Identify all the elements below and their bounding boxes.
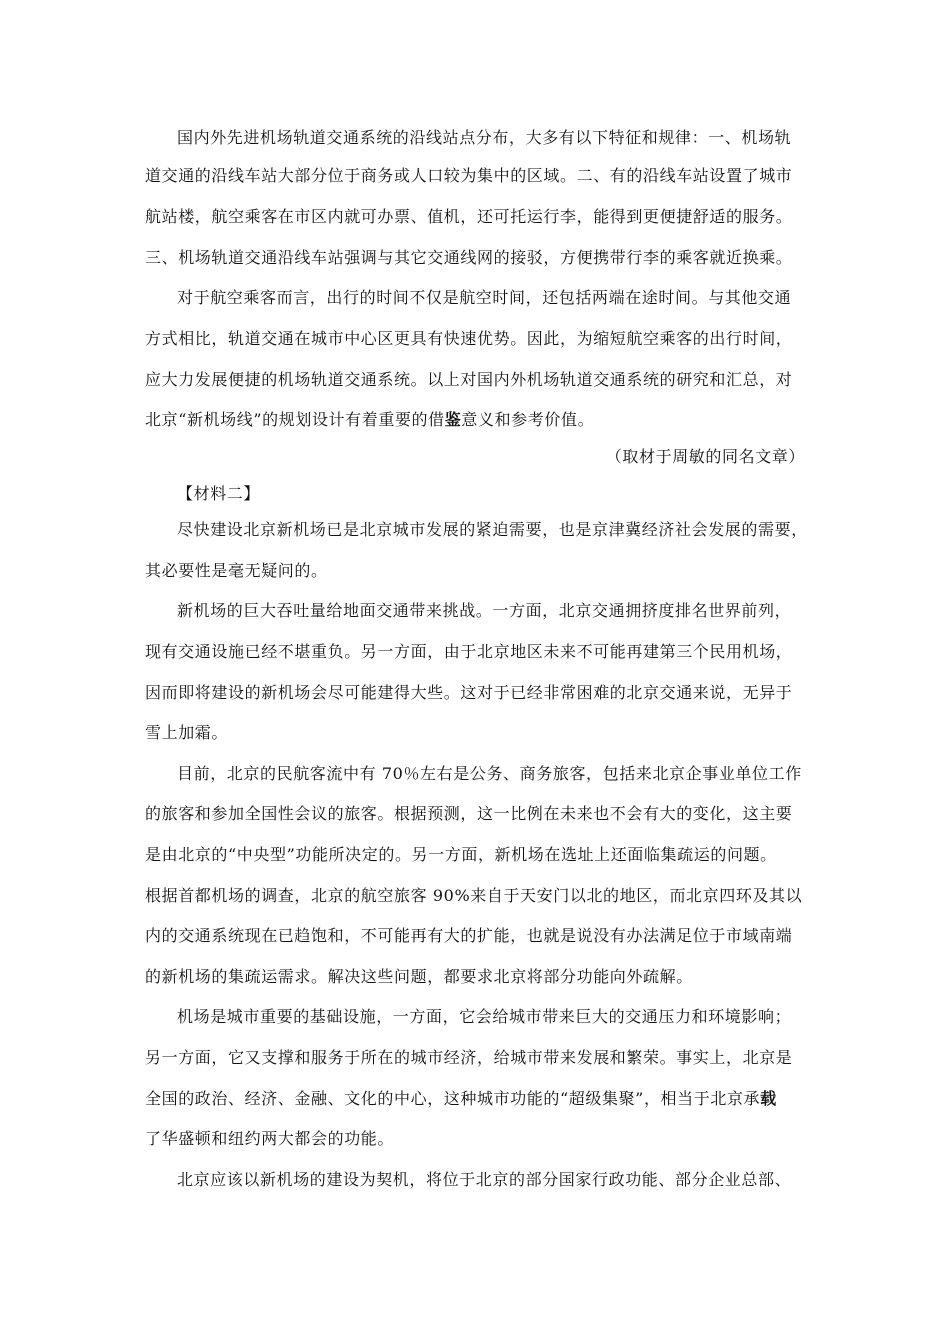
bold-char: 载 bbox=[760, 1089, 777, 1108]
paragraph-line: 是由北京的“中央型”功能所决定的。另一方面，新机场在选址上还面临集疏运的问题。 bbox=[145, 845, 777, 864]
paragraph-line: 现有交通设施已经不堪重负。另一方面，由于北京地区未来不可能再建第三个民用机场， bbox=[145, 642, 793, 661]
paragraph-line: 北京应该以新机场的建设为契机，将位于北京的部分国家行政功能、部分企业总部、 bbox=[177, 1170, 792, 1189]
paragraph-line: 了华盛顿和纽约两大都会的功能。 bbox=[145, 1129, 395, 1148]
paragraph-line bbox=[145, 1085, 805, 1113]
paragraph-line: 三、机场轨道交通沿线车站强调与其它交通线网的接驳，方便携带行李的乘客就近换乘。 bbox=[145, 248, 793, 267]
paragraph-line: 新机场的巨大吞吐量给地面交通带来挑战。一方面，北京交通拥挤度排名世界前列， bbox=[177, 601, 792, 620]
paragraph-line: 对于航空乘客而言，出行的时间不仅是航空时间，还包括两端在途时间。与其他交通 bbox=[177, 288, 792, 307]
paragraph-line: 根据首都机场的调查，北京的航空旅客 90%来自于天安门以北的地区，而北京四环及其以 bbox=[145, 886, 803, 905]
paragraph-line: 因而即将建设的新机场会尽可能建得大些。这对于已经非常困难的北京交通来说，无异于 bbox=[145, 683, 793, 702]
paragraph-line: 其必要性是毫无疑问的。 bbox=[145, 561, 328, 580]
text-run: 全国的政治、经济、金融、文化的中心，这种城市功能的“超级集聚”，相当于北京承 bbox=[145, 1089, 761, 1108]
paragraph-line: 另一方面，它又支撑和服务于所在的城市经济，给城市带来发展和繁荣。事实上，北京是 bbox=[145, 1048, 793, 1067]
source-citation: （取材于周敏的同名文章） bbox=[605, 447, 805, 466]
paragraph-line: 内的交通系统现在已趋饱和，不可能再有大的扩能，也就是说没有办法满足位于市域南端 bbox=[145, 926, 793, 945]
bold-char: 鉴 bbox=[444, 410, 462, 429]
paragraph-line: 航站楼，航空乘客在市区内就可办票、值机，还可托运行李，能得到更便捷舒适的服务。 bbox=[145, 207, 793, 226]
paragraph-line bbox=[145, 406, 805, 434]
paragraph-line: 应大力发展便捷的机场轨道交通系统。以上对国内外机场轨道交通系统的研究和汇总，对 bbox=[145, 370, 793, 389]
paragraph-line: 国内外先进机场轨道交通系统的沿线站点分布，大多有以下特征和规律：一、机场轨 bbox=[177, 128, 792, 147]
paragraph-line: 方式相比，轨道交通在城市中心区更具有快速优势。因此，为缩短航空乘客的出行时间， bbox=[145, 329, 793, 348]
text-run: 意义和参考价值。 bbox=[461, 410, 595, 429]
paragraph-line: 目前，北京的民航客流中有 70％左右是公务、商务旅客，包括来北京企事业单位工作 bbox=[177, 764, 802, 783]
paragraph-line: 机场是城市重要的基础设施，一方面，它会给城市带来巨大的交通压力和环境影响； bbox=[177, 1007, 792, 1026]
paragraph-line: 道交通的沿线车站大部分位于商务或人口较为集中的区域。二、有的沿线车站设置了城市 bbox=[145, 166, 793, 185]
paragraph-line: 雪上加霜。 bbox=[145, 723, 229, 742]
paragraph-line: 尽快建设北京新机场已是北京城市发展的紧迫需要，也是京津冀经济社会发展的需要， bbox=[177, 520, 808, 539]
text-run: 北京“新机场线”的规划设计有着重要的借 bbox=[145, 410, 445, 429]
section-heading: 【材料二】 bbox=[177, 484, 261, 503]
paragraph-line: 的新机场的集疏运需求。解决这些问题，都要求北京将部分功能向外疏解。 bbox=[145, 967, 693, 986]
paragraph-line: 的旅客和参加全国性会议的旅客。根据预测，这一比例在未来也不会有大的变化，这主要 bbox=[145, 804, 793, 823]
